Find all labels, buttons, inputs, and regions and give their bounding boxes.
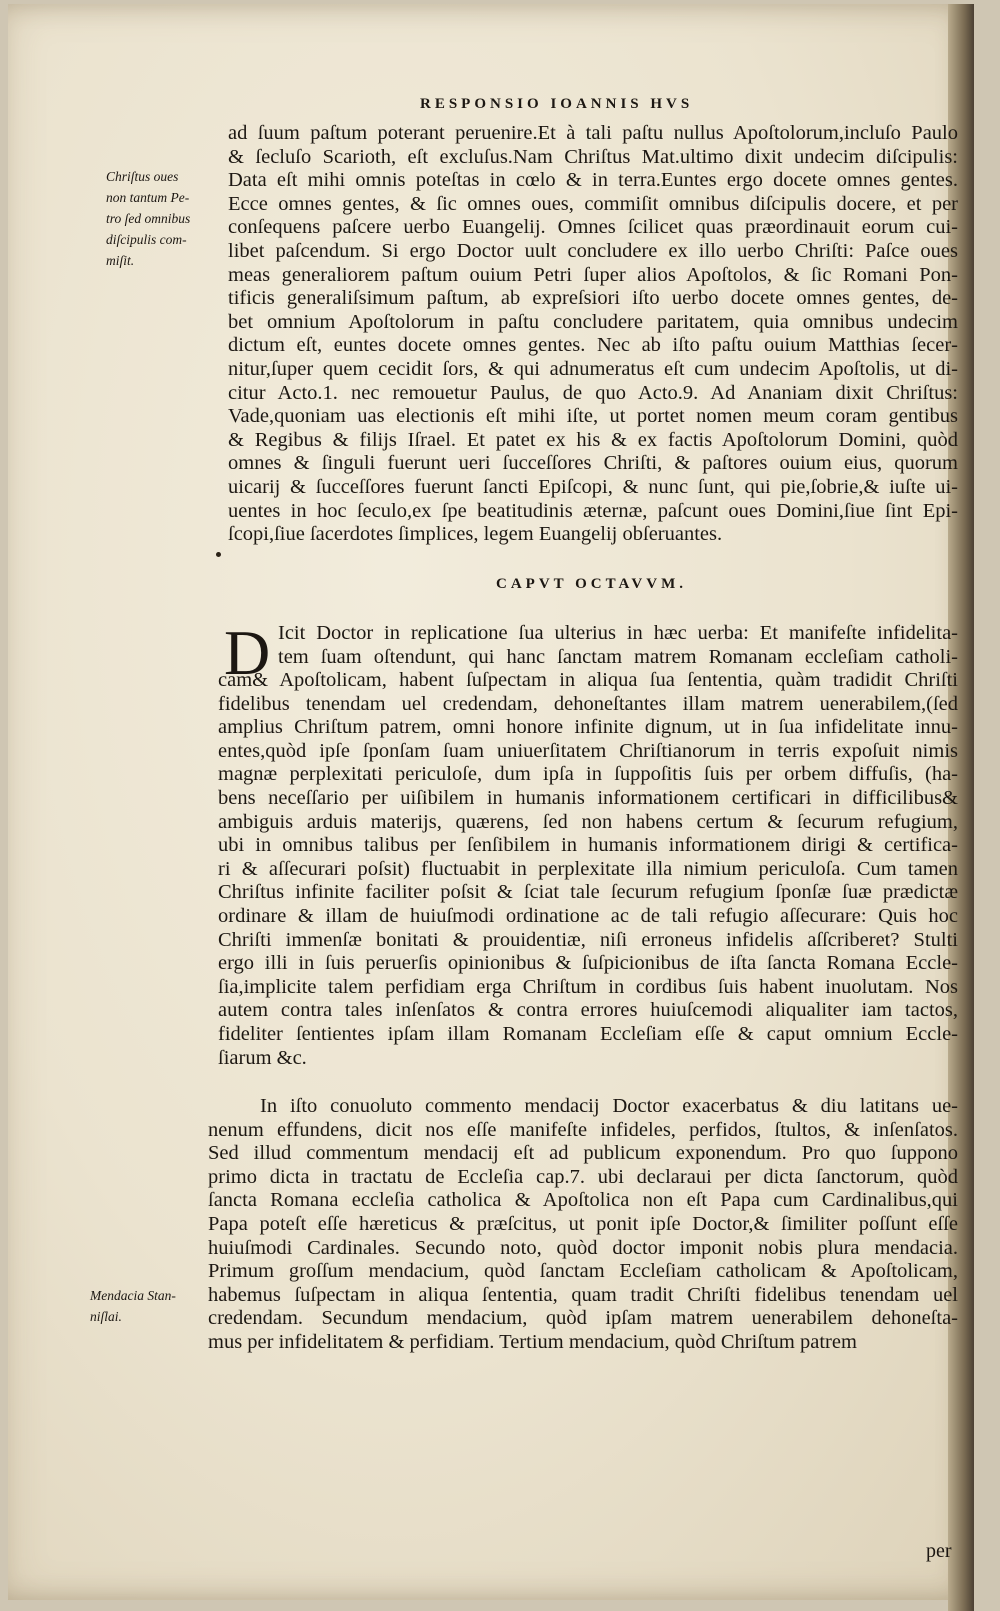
margin-note-line: Chriſtus oues <box>106 169 179 184</box>
text-line: ſiarum &c. <box>218 1046 307 1069</box>
margin-note-2 <box>90 1285 176 1327</box>
text-line: cam& Apoſtolicam, habent ſuſpectam in aliqua ſua ſententia, quàm tradidit Chriſti <box>218 669 958 691</box>
text-line: conſequens paſcere uerbo Euangelij. Omnes ſcilicet quas præordinauit eorum cui‑ <box>228 216 958 239</box>
text-line: citur Acto.1. nec remouetur Paulus, de quo Acto.9. Ad Ananiam dixit Chriſtus: <box>228 381 958 404</box>
text-line: primo dicta in tractatu de Eccleſia cap.7. ubi declaraui per dicta ſanctorum, quòd <box>208 1165 958 1188</box>
text-line: amplius Chriſtum patrem, omni honore infinite dignum, ut in ſua infidelitate innu‑ <box>218 716 958 739</box>
text-line: Chriſti immenſæ bonitati & prouidentiæ, niſi erroneus infidelis aſſcriberet? Stulti <box>218 928 958 951</box>
text-line: & ſecluſo Scarioth, eſt excluſus.Nam Chriſtus Mat.ultimo dixit undecim diſcipulis: <box>228 145 958 168</box>
text-line: ergo illi in ſuis peruerſis opinionibus & ſuſpicionibus de iſta ſancta Romana Eccle‑ <box>218 952 958 975</box>
margin-note-line: niſlai. <box>90 1309 122 1324</box>
margin-note-line: non tantum Pe‑ <box>106 190 190 205</box>
margin-note-line: tro ſed omnibus <box>106 211 191 226</box>
text-line: Data eſt mihi omnis poteſtas in cœlo & in terra.Euntes ergo docete omnes gentes. <box>228 169 958 192</box>
text-line: libet paſcendum. Si ergo Doctor uult concludere ex illo uerbo Chriſti: Paſce oues <box>228 239 958 262</box>
text-line: Chriſtus infinite faciliter poſsit & ſciat tale ſecurum refugium ſponſæ ſuæ prædictæ <box>218 881 958 904</box>
paragraph-2 <box>218 669 958 1070</box>
text-line: nitur,ſuper quem cecidit ſors, & qui adnumeratus eſt cum undecim Apoſtolis, ut di‑ <box>228 357 958 380</box>
text-line: ſcopi,ſiue ſacerdotes ſimplices, legem Euangelij obſeruantes. <box>228 523 723 546</box>
text-line: bet omnium Apoſtolorum in paſtu concludere paritatem, quia omnibus undecim <box>228 310 958 333</box>
text-line: Sed illud commentum mendacij eſt ad publicum exponendum. Pro quo ſuppono <box>208 1142 958 1165</box>
text-line: ri & aſſecurari poſsit) fluctuabit in perplexitate illa nimium periculoſa. Cum tamen <box>218 857 958 880</box>
text-line: tificis generaliſsimum paſtum, ab expreſsiori iſto uerbo docete omnes gentes, de‑ <box>228 287 958 310</box>
text-line: ſancta Romana eccleſia catholica & Apoſtolica non eſt Papa cum Cardinalibus,qui <box>208 1189 958 1212</box>
text-line: ambiguis arduis materijs, quærens, ſed non habens certum & ſecurum refugium, <box>218 810 958 833</box>
paragraph-1 <box>228 122 958 547</box>
text-line: huiuſmodi Cardinales. Secundo noto, quòd doctor imponit nobis plura mendacia. <box>208 1236 958 1259</box>
margin-note-1 <box>106 166 190 271</box>
text-line: Ecce omnes gentes, & ſic omnes oues, commiſit omnibus diſcipulis docere, et per <box>228 192 958 215</box>
margin-note-line: miſit. <box>106 253 135 268</box>
text-line: ubi in omnibus talibus per ſenſibilem in humanis informationem dirigi & certifica‑ <box>218 834 958 857</box>
text-line: bens neceſſario per uiſibilem in humanis informationem certificari in difficilibus& <box>218 786 958 809</box>
text-line: dictum eſt, euntes docete omnes gentes. Nec ab iſto paſtu ouium Matthias ſecer‑ <box>228 334 958 357</box>
text-line: uentes in hoc ſeculo,ex ſpe beatitudinis æternæ, paſcunt oues Domini,ſiue ſint Epi‑ <box>228 499 958 522</box>
text-line: ordinare & illam de huiuſmodi ordinatione ac de tali refugio aſſecurare: Quis hoc <box>218 904 958 927</box>
margin-note-line: Mendacia Stan‑ <box>90 1288 176 1303</box>
paragraph-2-intro <box>278 622 958 669</box>
text-line: tem ſuam oſtendunt, qui hanc ſanctam matrem Romanam eccleſiam catholi‑ <box>278 645 958 668</box>
text-line: mus per infidelitatem & perfidiam. Tertium mendacium, quòd Chriſtum patrem <box>208 1330 857 1353</box>
text-line: fidelibus tenendam uel credendam, dehoneſtantes illam matrem uenerabilem,(ſed <box>218 692 958 715</box>
text-line: & Regibus & filijs Iſrael. Et patet ex his & ex factis Apoſtolorum Domini, quòd <box>228 428 958 451</box>
text-line: Primum groſſum mendacium, quòd ſanctam Eccleſiam catholicam & Apoſtolicam, <box>208 1260 958 1283</box>
text-line: entes,quòd ipſe ſponſam ſuam uniuerſitatem Chriſtianorum in terris expoſuit nimis <box>218 739 958 762</box>
text-line: fideliter ſentientes ipſam illam Romanam Eccleſiam eſſe & caput omnium Eccle‑ <box>218 1022 958 1045</box>
drop-cap: D <box>224 617 271 688</box>
text-line: ſia,implicite talem perfidiam erga Chriſtum in cordibus ſuis habent inuolutam. Nos <box>218 975 958 998</box>
chapter-heading: CAPVT OCTAVVM. <box>496 576 688 592</box>
text-line: Papa poteſt eſſe hæreticus & præſcitus, ut ponit ipſe Doctor,& ſimiliter poſſunt eſſe <box>208 1212 958 1235</box>
ink-dot <box>216 552 221 557</box>
text-line: ad ſuum paſtum poterant peruenire.Et à tali paſtu nullus Apoſtolorum,incluſo Paulo <box>228 122 958 144</box>
catchword: per <box>926 1540 952 1562</box>
running-head: RESPONSIO IOANNIS HVS <box>420 96 694 112</box>
text-line: Icit Doctor in replicatione ſua ulterius in hæc uerba: Et manifeſte infidelita‑ <box>278 622 958 644</box>
text-line: meas generaliorem paſtum ouium Petri ſuper alios Apoſtolos, & ſic Romani Pon‑ <box>228 263 958 286</box>
text-line: magnæ perplexitati periculoſe, dum ipſa in ſuppoſitis ſuis per orbem diffuſis, (ha‑ <box>218 763 958 786</box>
text-line: autem contra tales inſenſatos & contra errores huiuſcemodi aliqualiter iam tactos, <box>218 999 958 1022</box>
paragraph-3 <box>208 1095 958 1355</box>
text-line: In iſto conuoluto commento mendacij Doctor exacerbatus & diu latitans ue‑ <box>260 1095 958 1117</box>
margin-note-line: diſcipulis com‑ <box>106 232 187 247</box>
text-line: uicarij & ſucceſſores fuerunt ſancti Epiſcopi, & nunc ſunt, qui pie,ſobrie,& iuſte ui‑ <box>228 475 958 498</box>
text-line: omnes & ſinguli fuerunt ueri ſucceſſores Chriſti, & paſtores ouium eius, quorum <box>228 452 958 475</box>
text-line: credendam. Secundum mendacium, quòd ipſam matrem uenerabilem dehoneſta‑ <box>208 1307 958 1330</box>
text-line: Vade,quoniam uas electionis eſt mihi iſte, ut portet nomen meum coram gentibus <box>228 405 958 428</box>
text-line: nenum effundens, dicit nos eſſe manifeſte infideles, perfidos, ſtultos, & inſenſatos. <box>208 1118 958 1141</box>
text-line: habemus ſuſpectam in aliqua ſententia, quam tradit Chriſti fidelibus tenendam uel <box>208 1283 958 1306</box>
